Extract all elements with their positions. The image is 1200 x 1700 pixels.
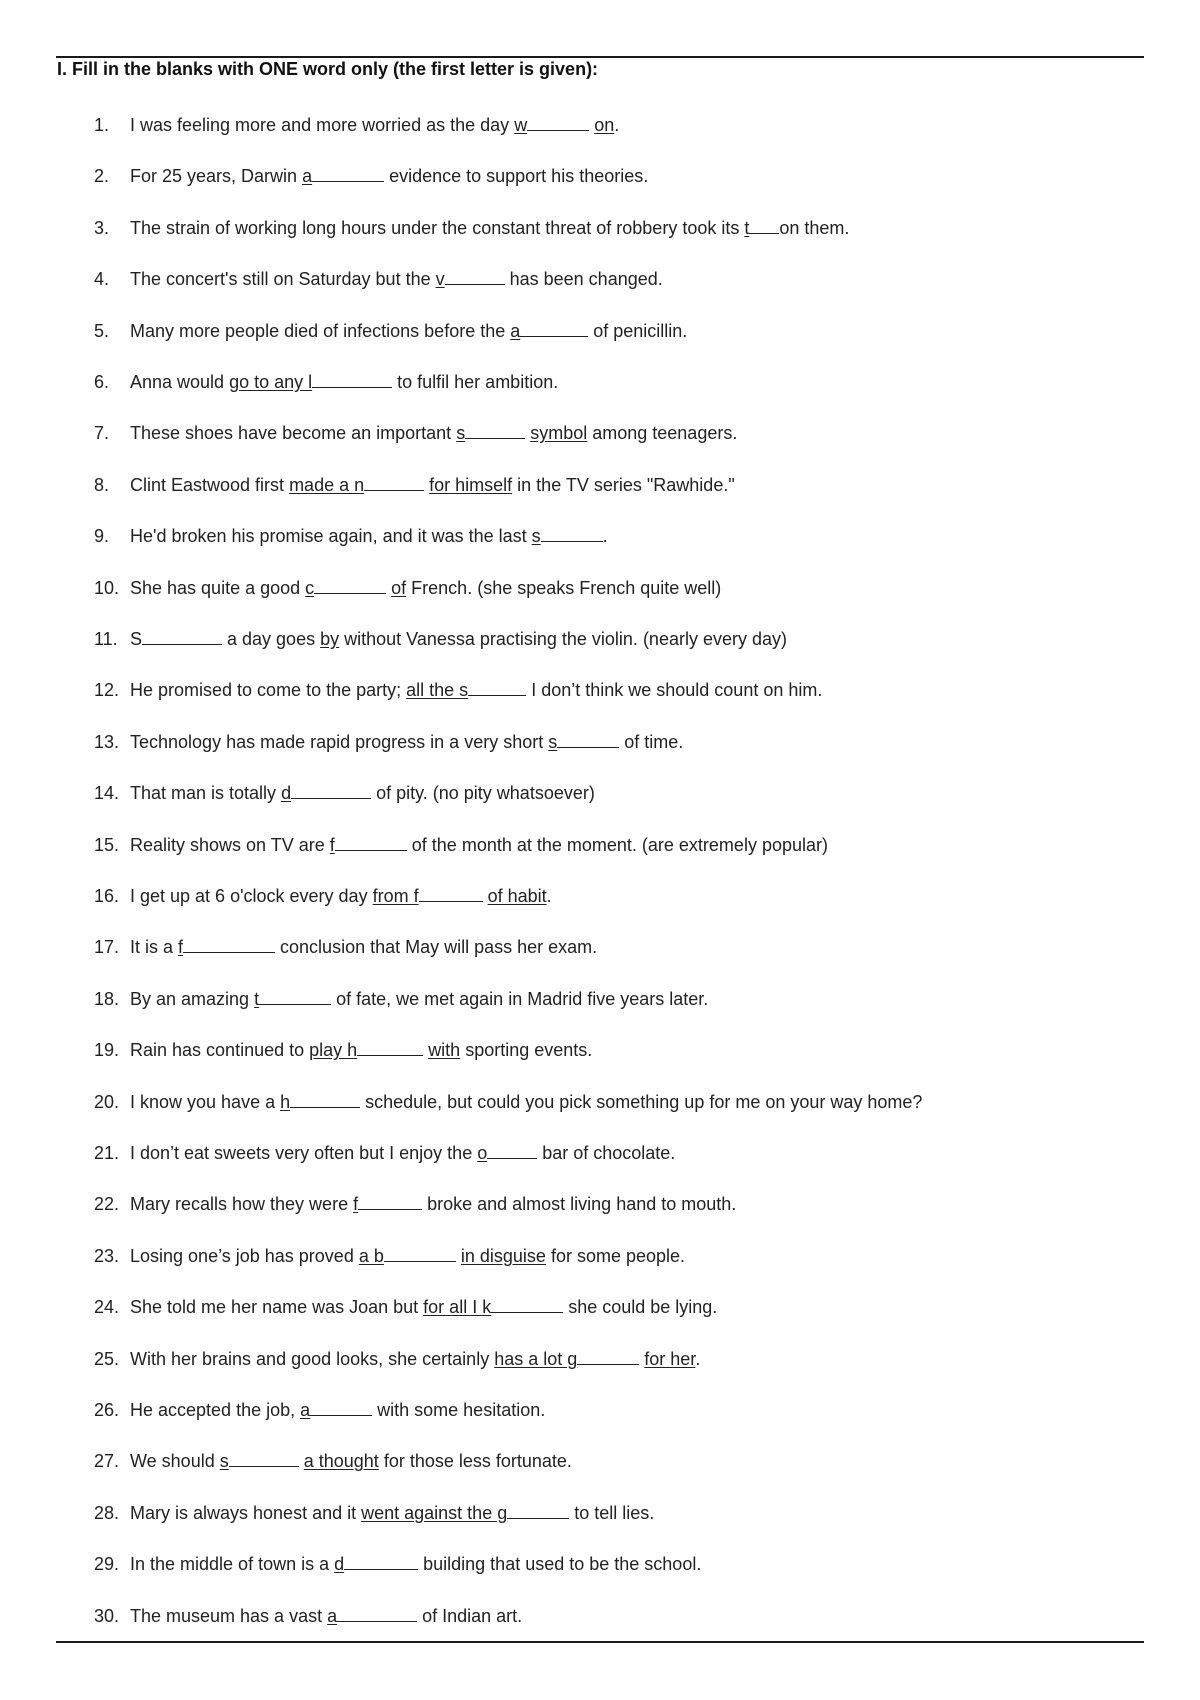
question-text: conclusion that May will pass her exam.: [275, 937, 598, 957]
question-text: The strain of working long hours under the constant threat of robbery took its: [130, 218, 745, 238]
question-text: on them.: [779, 218, 850, 238]
underlined-cue: d: [281, 783, 292, 803]
answer-blank[interactable]: [749, 213, 779, 234]
question-text: That man is totally: [130, 783, 282, 803]
question-text: .: [602, 526, 608, 546]
answer-blank[interactable]: [335, 830, 407, 851]
question-item: [94, 624, 787, 650]
question-text: The museum has a vast: [130, 1606, 328, 1626]
question-text: bar of chocolate.: [537, 1143, 676, 1163]
underlined-cue: all the s: [406, 680, 469, 700]
answer-blank[interactable]: [468, 675, 526, 696]
underlined-cue: a thought: [303, 1451, 379, 1471]
question-text: to tell lies.: [569, 1503, 655, 1523]
question-text: for some people.: [545, 1246, 686, 1266]
question-text: has been changed.: [504, 269, 663, 289]
question-number: 10.: [94, 578, 120, 598]
underlined-cue: f: [353, 1194, 359, 1214]
question-number: 12.: [94, 680, 120, 700]
bottom-rule: [56, 1641, 1144, 1643]
question-text: He promised to come to the party;: [130, 680, 407, 700]
question-number: 14.: [94, 783, 120, 803]
answer-blank[interactable]: [229, 1446, 299, 1467]
question-text: building that used to be the school.: [418, 1554, 702, 1574]
question-text: Many more people died of infections before the: [130, 321, 511, 341]
underlined-cue: symbol: [530, 423, 588, 443]
question-text: sporting events.: [460, 1040, 593, 1060]
question-text: I get up at 6 o'clock every day: [130, 886, 373, 906]
underlined-cue: h: [280, 1092, 291, 1112]
question-text: I don’t eat sweets very often but I enjoy the: [130, 1143, 478, 1163]
question-text: Reality shows on TV are: [130, 835, 330, 855]
question-number: 20.: [94, 1092, 120, 1112]
underlined-cue: f: [329, 835, 335, 855]
underlined-cue: a: [327, 1606, 338, 1626]
question-text: in the TV series "Rawhide.": [512, 475, 735, 495]
answer-blank[interactable]: [290, 1087, 360, 1108]
question-text: of pity. (no pity whatsoever): [371, 783, 595, 803]
question-number: 23.: [94, 1246, 120, 1266]
underlined-cue: f: [178, 937, 184, 957]
answer-blank[interactable]: [541, 521, 603, 542]
underlined-cue: from f: [372, 886, 419, 906]
underlined-cue: of habit: [487, 886, 547, 906]
answer-blank[interactable]: [358, 1189, 422, 1210]
answer-blank[interactable]: [557, 727, 619, 748]
answer-blank[interactable]: [507, 1498, 569, 1519]
underlined-cue: w: [514, 115, 528, 135]
answer-blank[interactable]: [520, 316, 588, 337]
question-item: [94, 367, 558, 393]
question-text: She has quite a good: [130, 578, 306, 598]
question-number: 6.: [94, 372, 110, 392]
question-text: I don’t think we should count on him.: [526, 680, 823, 700]
answer-blank[interactable]: [183, 932, 275, 953]
underlined-cue: play h: [309, 1040, 358, 1060]
underlined-cue: t: [254, 989, 260, 1009]
underlined-cue: on: [594, 115, 615, 135]
question-number: 18.: [94, 989, 120, 1009]
question-item: [94, 110, 619, 136]
question-item: [94, 470, 735, 496]
underlined-cue: for all I k: [423, 1297, 492, 1317]
answer-blank[interactable]: [310, 1395, 372, 1416]
question-text: she could be lying.: [563, 1297, 718, 1317]
underlined-cue: s: [219, 1451, 229, 1471]
underlined-cue: d: [334, 1554, 345, 1574]
question-text: without Vanessa practising the violin. (nearly every day): [339, 629, 787, 649]
question-item: [94, 1087, 922, 1113]
section-heading: I. Fill in the blanks with ONE word only (the first letter is given):: [57, 59, 599, 79]
question-number: 30.: [94, 1606, 120, 1626]
question-item: [94, 573, 721, 599]
underlined-cue: go to any l: [229, 372, 313, 392]
answer-blank[interactable]: [487, 1138, 537, 1159]
answer-blank[interactable]: [465, 418, 525, 439]
question-item: [94, 675, 822, 701]
question-item: [94, 727, 683, 753]
question-item: [94, 1241, 685, 1267]
question-item: [94, 264, 663, 290]
underlined-cue: s: [531, 526, 541, 546]
answer-blank[interactable]: [142, 624, 222, 645]
question-text: In the middle of town is a: [130, 1554, 335, 1574]
question-text: for those less fortunate.: [378, 1451, 572, 1471]
answer-blank[interactable]: [364, 470, 424, 491]
question-number: 16.: [94, 886, 120, 906]
underlined-cue: made a n: [289, 475, 365, 495]
question-number: 25.: [94, 1349, 120, 1369]
underlined-cue: s: [548, 732, 558, 752]
question-text: a day goes: [222, 629, 321, 649]
answer-blank[interactable]: [491, 1292, 563, 1313]
answer-blank[interactable]: [259, 984, 331, 1005]
answer-blank[interactable]: [445, 264, 505, 285]
question-number: 1.: [94, 115, 110, 135]
question-item: [94, 984, 708, 1010]
question-number: 22.: [94, 1194, 120, 1214]
underlined-cue: went against the g: [361, 1503, 508, 1523]
question-text: French. (she speaks French quite well): [406, 578, 722, 598]
question-item: [94, 932, 597, 958]
question-number: 9.: [94, 526, 110, 546]
question-item: [94, 1446, 572, 1472]
underlined-cue: s: [456, 423, 466, 443]
question-item: [94, 1395, 545, 1421]
question-text: evidence to support his theories.: [384, 166, 649, 186]
question-text: with some hesitation.: [372, 1400, 546, 1420]
answer-blank[interactable]: [344, 1549, 418, 1570]
question-number: 3.: [94, 218, 110, 238]
question-text: He accepted the job,: [130, 1400, 301, 1420]
question-item: [94, 1601, 522, 1627]
underlined-cue: a: [302, 166, 313, 186]
question-item: [94, 161, 648, 187]
underlined-cue: v: [435, 269, 445, 289]
underlined-cue: c: [305, 578, 315, 598]
answer-blank[interactable]: [527, 110, 589, 131]
question-text: We should: [130, 1451, 220, 1471]
question-text: She told me her name was Joan but: [130, 1297, 424, 1317]
question-text: .: [614, 115, 620, 135]
underlined-cue: by: [320, 629, 340, 649]
question-number: 7.: [94, 423, 110, 443]
question-text: broke and almost living hand to mouth.: [422, 1194, 737, 1214]
question-text: of penicillin.: [588, 321, 688, 341]
underlined-cue: for himself: [429, 475, 513, 495]
question-number: 17.: [94, 937, 120, 957]
question-item: [94, 1292, 717, 1318]
question-number: 27.: [94, 1451, 120, 1471]
question-text: schedule, but could you pick something up for me on your way home?: [360, 1092, 923, 1112]
answer-blank[interactable]: [419, 881, 483, 902]
question-number: 11.: [94, 629, 118, 649]
question-item: [94, 881, 552, 907]
question-item: [94, 213, 849, 239]
question-item: [94, 1549, 701, 1575]
answer-blank[interactable]: [312, 161, 384, 182]
answer-blank[interactable]: [291, 778, 371, 799]
underlined-cue: has a lot g: [494, 1349, 578, 1369]
question-item: [94, 1344, 700, 1370]
question-text: The concert's still on Saturday but the: [130, 269, 436, 289]
underlined-cue: of: [391, 578, 407, 598]
question-item: [94, 418, 737, 444]
question-number: 4.: [94, 269, 110, 289]
question-text: With her brains and good looks, she certainly: [130, 1349, 495, 1369]
underlined-cue: t: [744, 218, 750, 238]
question-number: 24.: [94, 1297, 120, 1317]
question-number: 26.: [94, 1400, 120, 1420]
underlined-cue: a b: [358, 1246, 384, 1266]
question-text: Mary recalls how they were: [130, 1194, 354, 1214]
question-text: These shoes have become an important: [130, 423, 457, 443]
question-text: By an amazing: [130, 989, 255, 1009]
question-text: of time.: [619, 732, 684, 752]
underlined-cue: a: [510, 321, 521, 341]
question-text: He'd broken his promise again, and it was the last: [130, 526, 532, 546]
question-text: Anna would: [130, 372, 230, 392]
question-text: among teenagers.: [587, 423, 738, 443]
question-text: of fate, we met again in Madrid five years later.: [331, 989, 709, 1009]
question-text: Mary is always honest and it: [130, 1503, 362, 1523]
question-number: 5.: [94, 321, 110, 341]
question-text: .: [695, 1349, 701, 1369]
question-text: Clint Eastwood first: [130, 475, 290, 495]
question-item: [94, 830, 828, 856]
question-text: to fulfil her ambition.: [392, 372, 559, 392]
underlined-cue: a: [300, 1400, 311, 1420]
question-item: [94, 1498, 654, 1524]
answer-blank[interactable]: [314, 573, 386, 594]
question-text: .: [546, 886, 552, 906]
answer-blank[interactable]: [337, 1601, 417, 1622]
question-item: [94, 521, 608, 547]
question-number: 19.: [94, 1040, 120, 1060]
question-text: For 25 years, Darwin: [130, 166, 303, 186]
question-text: of Indian art.: [417, 1606, 523, 1626]
answer-blank[interactable]: [384, 1241, 456, 1262]
question-number: 8.: [94, 475, 110, 495]
question-number: 29.: [94, 1554, 120, 1574]
question-text: Technology has made rapid progress in a very short: [130, 732, 549, 752]
question-text: S: [130, 629, 143, 649]
answer-blank[interactable]: [357, 1035, 423, 1056]
question-number: 13.: [94, 732, 120, 752]
question-item: [94, 1035, 592, 1061]
question-number: 2.: [94, 166, 110, 186]
question-text: Rain has continued to: [130, 1040, 310, 1060]
question-text: I was feeling more and more worried as the day: [130, 115, 515, 135]
underlined-cue: o: [477, 1143, 488, 1163]
question-number: 28.: [94, 1503, 120, 1523]
question-text: Losing one’s job has proved: [130, 1246, 359, 1266]
question-number: 21.: [94, 1143, 120, 1163]
question-item: [94, 778, 595, 804]
answer-blank[interactable]: [577, 1344, 639, 1365]
question-item: [94, 1138, 675, 1164]
underlined-cue: in disguise: [460, 1246, 546, 1266]
question-text: of the month at the moment. (are extremely popular): [406, 835, 828, 855]
underlined-cue: with: [428, 1040, 461, 1060]
underlined-cue: for her: [644, 1349, 696, 1369]
question-item: [94, 316, 687, 342]
question-text: It is a: [130, 937, 179, 957]
question-item: [94, 1189, 736, 1215]
answer-blank[interactable]: [312, 367, 392, 388]
question-number: 15.: [94, 835, 120, 855]
question-text: I know you have a: [130, 1092, 281, 1112]
